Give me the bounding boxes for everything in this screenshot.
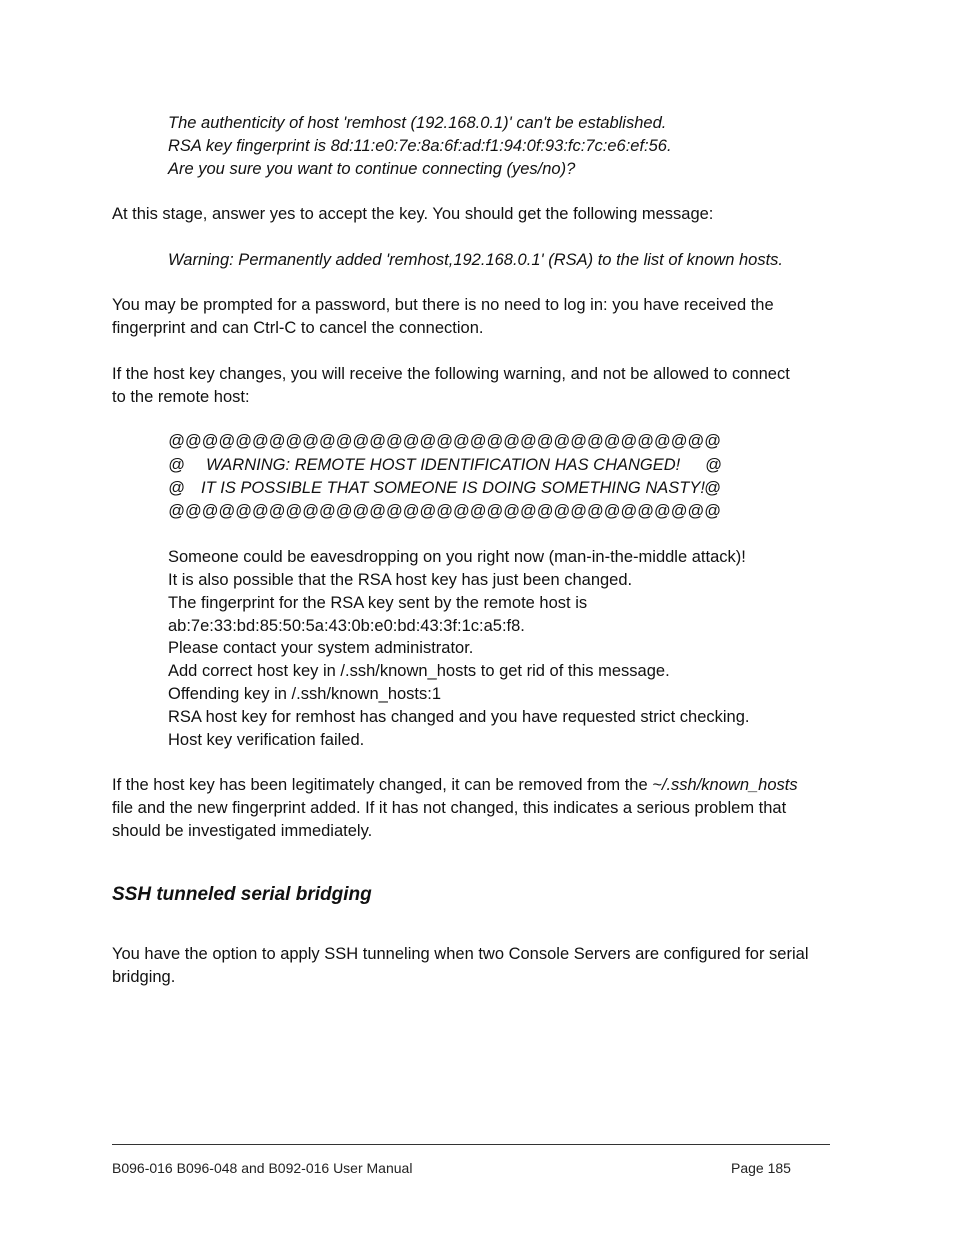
- paragraph-answer: At this stage, answer yes to accept the key. You should get the following message:: [112, 205, 714, 223]
- paragraph-legit-line: should be investigated immediately.: [112, 822, 373, 840]
- banner-nasty-text: IT IS POSSIBLE THAT SOMEONE IS DOING SOMETHING NASTY!: [201, 479, 705, 497]
- warning-detail-line: Please contact your system administrator.: [168, 639, 474, 657]
- banner-at-right: @: [705, 456, 722, 474]
- warning-detail-line: It is also possible that the RSA host key has just been changed.: [168, 571, 633, 589]
- warning-detail-line: Offending key in /.ssh/known_hosts:1: [168, 685, 442, 703]
- prompt-line: Are you sure you want to continue connecting (yes/no)?: [168, 160, 576, 178]
- banner-border-top: @@@@@@@@@@@@@@@@@@@@@@@@@@@@@@@@@: [168, 432, 721, 450]
- warning-added-message: Warning: Permanently added 'remhost,192.168.0.1' (RSA) to the list of known hosts.: [168, 251, 783, 269]
- paragraph-changes-line: If the host key changes, you will receive the following warning, and not be allowed to connect: [112, 365, 790, 383]
- warning-detail-line: ab:7e:33:bd:85:50:5a:43:0b:e0:bd:43:3f:1c:a5:f8.: [168, 617, 525, 635]
- prompt-line: The authenticity of host 'remhost (192.168.0.1)' can't be established.: [168, 114, 667, 132]
- banner-warning-text: WARNING: REMOTE HOST IDENTIFICATION HAS CHANGED!: [206, 456, 681, 474]
- paragraph-legit-line: [112, 774, 798, 797]
- paragraph-tunnel-line: You have the option to apply SSH tunneling when two Console Servers are configured for serial: [112, 945, 809, 963]
- banner-at-right: @: [704, 479, 721, 497]
- section-heading: SSH tunneled serial bridging: [112, 884, 372, 905]
- known-hosts-path: ~/.ssh/known_hosts: [652, 776, 798, 794]
- paragraph-changes-line: to the remote host:: [112, 388, 250, 406]
- paragraph-legit-text: If the host key has been legitimately changed, it can be removed from the: [112, 776, 653, 794]
- banner-border-bottom: @@@@@@@@@@@@@@@@@@@@@@@@@@@@@@@@@: [168, 502, 721, 520]
- warning-detail-line: Add correct host key in /.ssh/known_hosts to get rid of this message.: [168, 662, 670, 680]
- paragraph-password-line: fingerprint and can Ctrl-C to cancel the connection.: [112, 319, 484, 337]
- paragraph-legit-line: file and the new fingerprint added. If it has not changed, this indicates a serious problem that: [112, 799, 787, 817]
- warning-detail-line: Someone could be eavesdropping on you right now (man-in-the-middle attack)!: [168, 548, 746, 566]
- paragraph-password-line: You may be prompted for a password, but there is no need to log in: you have received the: [112, 296, 774, 314]
- warning-detail-line: The fingerprint for the RSA key sent by the remote host is: [168, 594, 588, 612]
- footer-manual-title: B096-016 B096-048 and B092-016 User Manual: [112, 1160, 413, 1176]
- banner-at-left: @: [168, 479, 185, 497]
- warning-detail-line: Host key verification failed.: [168, 731, 365, 749]
- prompt-line: RSA key fingerprint is 8d:11:e0:7e:8a:6f:ad:f1:94:0f:93:fc:7c:e6:ef:56.: [168, 137, 672, 155]
- footer-page-number: Page 185: [731, 1160, 791, 1176]
- paragraph-tunnel-line: bridging.: [112, 968, 176, 986]
- footer-rule: [112, 1144, 830, 1145]
- warning-detail-line: RSA host key for remhost has changed and you have requested strict checking.: [168, 708, 750, 726]
- banner-at-left: @: [168, 456, 185, 474]
